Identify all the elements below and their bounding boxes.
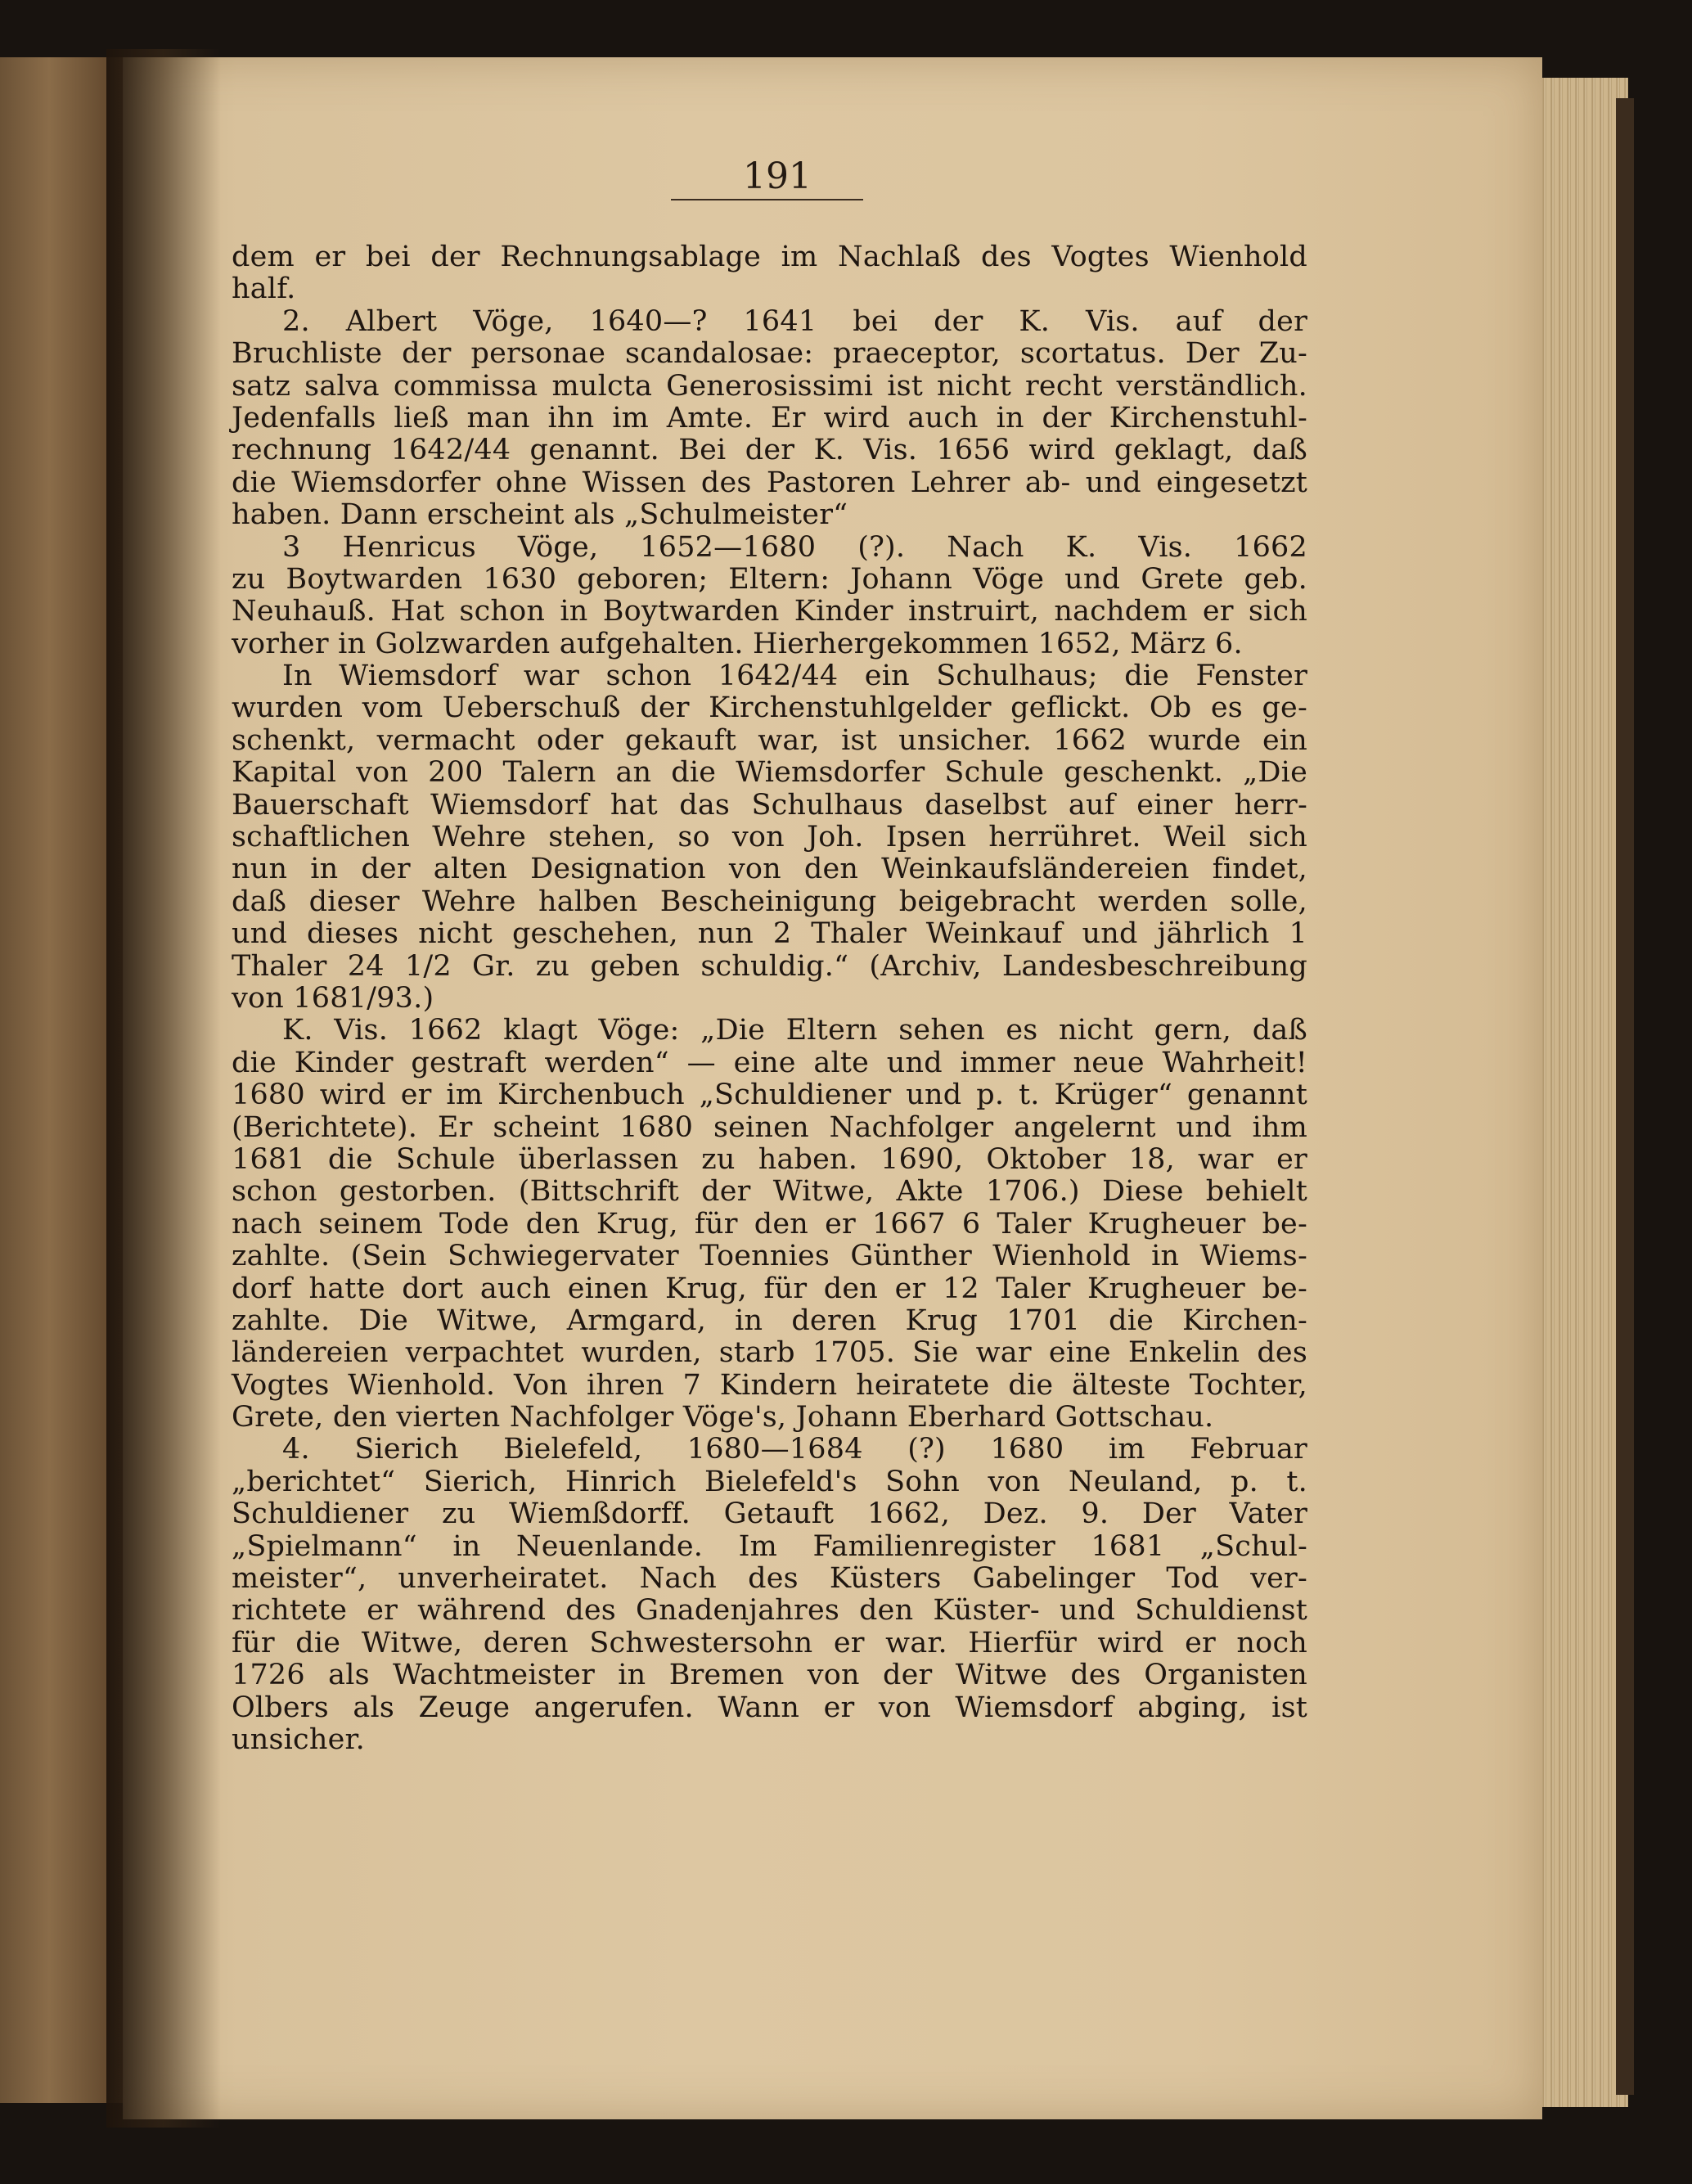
text-line: zahlte. (Sein Schwiegervater Toennies Günther Wienhold in Wiems- bbox=[232, 1240, 1307, 1273]
text-line: ländereien verpachtet wurden, starb 1705. Sie war eine Enkelin des bbox=[232, 1336, 1307, 1370]
text-line: 3 Henricus Vöge, 1652—1680 (?). Nach K. Vis. 1662 bbox=[282, 530, 1307, 564]
text-line: dorf hatte dort auch einen Krug, für den er 12 Taler Krugheuer be- bbox=[232, 1272, 1307, 1305]
text-line: Bruchliste der personae scandalosae: praeceptor, scortatus. Der Zu- bbox=[232, 337, 1307, 371]
text-line: Grete, den vierten Nachfolger Vöge's, Johann Eberhard Gottschau. bbox=[232, 1401, 1214, 1434]
text-line: 2. Albert Vöge, 1640—? 1641 bei der K. Vis. auf der bbox=[282, 304, 1307, 338]
text-line: nun in der alten Designation von den Weinkaufsländereien findet, bbox=[232, 853, 1307, 886]
text-line: „Spielmann“ in Neuenlande. Im Familienregister 1681 „Schul- bbox=[232, 1529, 1307, 1563]
text-line: schaftlichen Wehre stehen, so von Joh. Ipsen herrühret. Weil sich bbox=[232, 821, 1307, 854]
book-cover-edge bbox=[1616, 98, 1634, 2095]
text-line: Olbers als Zeuge angerufen. Wann er von Wiemsdorf abging, ist bbox=[232, 1691, 1307, 1724]
gutter-shadow bbox=[106, 49, 221, 2128]
text-line: daß dieser Wehre halben Bescheinigung beigebracht werden solle, bbox=[232, 885, 1307, 918]
text-line: unsicher. bbox=[232, 1722, 365, 1756]
previous-page-edge bbox=[0, 57, 123, 2103]
text-line: Bauerschaft Wiemsdorf hat das Schulhaus daselbst auf einer herr- bbox=[232, 788, 1307, 822]
text-line: „berichtet“ Sierich, Hinrich Bielefeld's Sohn von Neuland, p. t. bbox=[232, 1465, 1307, 1498]
text-line: Neuhauß. Hat schon in Boytwarden Kinder instruirt, nachdem er sich bbox=[232, 595, 1307, 628]
text-line: die Wiemsdorfer ohne Wissen des Pastoren Lehrer ab- und eingesetzt bbox=[232, 466, 1307, 499]
text-line: rechnung 1642/44 genannt. Bei der K. Vis. 1656 wird geklagt, daß bbox=[232, 434, 1307, 467]
text-line: vorher in Golzwarden aufgehalten. Hierhergekommen 1652, März 6. bbox=[232, 627, 1243, 660]
text-line: 4. Sierich Bielefeld, 1680—1684 (?) 1680 im Februar bbox=[282, 1433, 1307, 1466]
text-line: Jedenfalls ließ man ihn im Amte. Er wird auch in der Kirchenstuhl- bbox=[232, 401, 1307, 435]
text-line: von 1681/93.) bbox=[232, 981, 434, 1015]
text-line: Vogtes Wienhold. Von ihren 7 Kindern heiratete die älteste Tochter, bbox=[232, 1368, 1307, 1402]
text-line: Thaler 24 1/2 Gr. zu geben schuldig.“ (Archiv, Landesbeschreibung bbox=[232, 949, 1307, 983]
text-line: (Berichtete). Er scheint 1680 seinen Nachfolger angelernt und ihm bbox=[232, 1110, 1307, 1144]
text-line: wurden vom Ueberschuß der Kirchenstuhlgelder geflickt. Ob es ge- bbox=[232, 691, 1307, 725]
text-line: nach seinem Tode den Krug, für den er 1667 6 Taler Krugheuer be- bbox=[232, 1207, 1307, 1241]
text-line: 1726 als Wachtmeister in Bremen von der Witwe des Organisten bbox=[232, 1659, 1307, 1692]
text-line: zu Boytwarden 1630 geboren; Eltern: Johann Vöge und Grete geb. bbox=[232, 562, 1307, 596]
text-line: Kapital von 200 Talern an die Wiemsdorfer Schule geschenkt. „Die bbox=[232, 756, 1307, 790]
text-line: zahlte. Die Witwe, Armgard, in deren Krug 1701 die Kirchen- bbox=[232, 1304, 1307, 1337]
page-number-rule bbox=[671, 199, 863, 200]
text-line: K. Vis. 1662 klagt Vöge: „Die Eltern sehen es nicht gern, daß bbox=[282, 1014, 1307, 1047]
text-line: In Wiemsdorf war schon 1642/44 ein Schulhaus; die Fenster bbox=[282, 660, 1307, 693]
text-line: schon gestorben. (Bittschrift der Witwe, Akte 1706.) Diese behielt bbox=[232, 1175, 1307, 1209]
text-line: 1680 wird er im Kirchenbuch „Schuldiener und p. t. Krüger“ genannt bbox=[232, 1078, 1307, 1112]
text-line: die Kinder gestraft werden“ — eine alte und immer neue Wahrheit! bbox=[232, 1046, 1307, 1079]
text-line: Schuldiener zu Wiemßdorff. Getauft 1662, Dez. 9. Der Vater bbox=[232, 1497, 1307, 1531]
text-line: half. bbox=[232, 272, 296, 306]
text-line: meister“, unverheiratet. Nach des Küsters Gabelinger Tod ver- bbox=[232, 1562, 1307, 1596]
page-stack-edges bbox=[1530, 78, 1628, 2107]
text-line: schenkt, vermacht oder gekauft war, ist unsicher. 1662 wurde ein bbox=[232, 723, 1307, 757]
text-line: dem er bei der Rechnungsablage im Nachlaß des Vogtes Wienhold bbox=[232, 241, 1307, 273]
text-line: richtete er während des Gnadenjahres den Küster- und Schuldienst bbox=[232, 1594, 1307, 1628]
body-text bbox=[232, 241, 1307, 1756]
text-line: 1681 die Schule überlassen zu haben. 1690, Oktober 18, war er bbox=[232, 1142, 1307, 1176]
text-line: für die Witwe, deren Schwestersohn er war. Hierfür wird er noch bbox=[232, 1626, 1307, 1659]
text-line: haben. Dann erscheint als „Schulmeister“ bbox=[232, 498, 848, 532]
text-line: satz salva commissa mulcta Generosissimi ist nicht recht verständlich. bbox=[232, 369, 1307, 403]
page-number: 191 bbox=[743, 155, 812, 197]
text-line: und dieses nicht geschehen, nun 2 Thaler Weinkauf und jährlich 1 bbox=[232, 917, 1307, 951]
